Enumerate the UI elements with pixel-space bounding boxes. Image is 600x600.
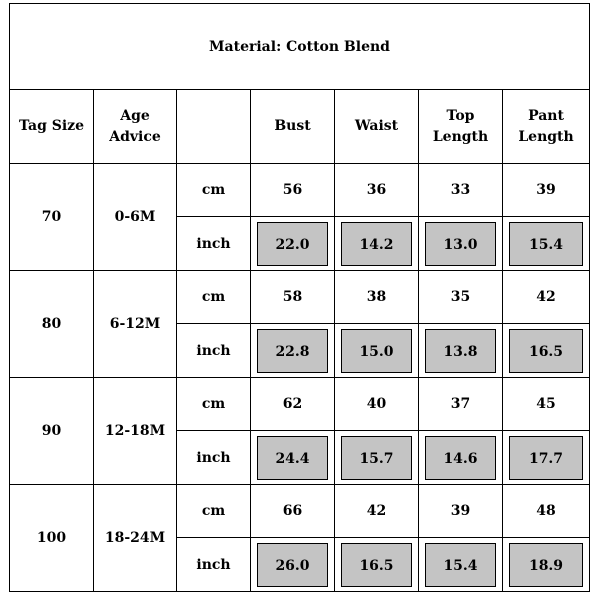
pant-length-inch-value: 17.7 — [509, 436, 583, 480]
age-advice-cell: 6-12M — [94, 271, 177, 378]
waist-inch-value: 16.5 — [341, 543, 412, 587]
waist-inch-value: 14.2 — [341, 222, 412, 266]
unit-inch-label: inch — [177, 324, 251, 378]
bust-inch-value: 22.8 — [257, 329, 328, 373]
bust-inch-cell — [251, 324, 335, 378]
waist-inch-cell — [335, 538, 419, 592]
pant-length-inch-cell — [503, 324, 590, 378]
header-waist: Waist — [335, 90, 419, 164]
top-length-inch-cell — [419, 217, 503, 271]
pant-length-inch-cell — [503, 431, 590, 485]
age-advice-cell: 0-6M — [94, 164, 177, 271]
top-length-cm-cell: 35 — [419, 271, 503, 324]
pant-length-cm-cell: 48 — [503, 485, 590, 538]
size-table — [9, 3, 590, 592]
header-pant-length: Pant Length — [503, 90, 590, 164]
size-row-cm — [10, 271, 590, 324]
pant-length-cm-cell: 45 — [503, 378, 590, 431]
top-length-inch-value: 13.0 — [425, 222, 496, 266]
unit-inch-label: inch — [177, 538, 251, 592]
waist-cm-cell: 36 — [335, 164, 419, 217]
pant-length-inch-value: 18.9 — [509, 543, 583, 587]
size-row-cm — [10, 164, 590, 217]
unit-cm-label: cm — [177, 378, 251, 431]
age-advice-cell: 18-24M — [94, 485, 177, 592]
bust-inch-cell — [251, 431, 335, 485]
size-chart — [9, 3, 589, 596]
top-length-cm-cell: 33 — [419, 164, 503, 217]
unit-inch-label: inch — [177, 217, 251, 271]
header-age-advice: Age Advice — [94, 90, 177, 164]
waist-inch-cell — [335, 431, 419, 485]
waist-inch-cell — [335, 217, 419, 271]
waist-cm-cell: 38 — [335, 271, 419, 324]
bust-cm-cell: 56 — [251, 164, 335, 217]
age-advice-cell: 12-18M — [94, 378, 177, 485]
unit-cm-label: cm — [177, 164, 251, 217]
waist-inch-value: 15.7 — [341, 436, 412, 480]
header-bust: Bust — [251, 90, 335, 164]
pant-length-cm-cell: 39 — [503, 164, 590, 217]
bust-inch-cell — [251, 217, 335, 271]
bust-cm-cell: 58 — [251, 271, 335, 324]
unit-cm-label: cm — [177, 271, 251, 324]
size-row-cm — [10, 378, 590, 431]
top-length-inch-cell — [419, 324, 503, 378]
pant-length-cm-cell: 42 — [503, 271, 590, 324]
pant-length-inch-cell — [503, 217, 590, 271]
pant-length-inch-value: 15.4 — [509, 222, 583, 266]
tag-size-cell: 80 — [10, 271, 94, 378]
bust-inch-value: 22.0 — [257, 222, 328, 266]
waist-inch-cell — [335, 324, 419, 378]
top-length-inch-value: 14.6 — [425, 436, 496, 480]
pant-length-inch-value: 16.5 — [509, 329, 583, 373]
bust-cm-cell: 62 — [251, 378, 335, 431]
bust-inch-value: 26.0 — [257, 543, 328, 587]
tag-size-cell: 90 — [10, 378, 94, 485]
waist-inch-value: 15.0 — [341, 329, 412, 373]
pant-length-inch-cell — [503, 538, 590, 592]
tag-size-cell: 70 — [10, 164, 94, 271]
tag-size-cell: 100 — [10, 485, 94, 592]
unit-inch-label: inch — [177, 431, 251, 485]
header-top-length: Top Length — [419, 90, 503, 164]
top-length-cm-cell: 37 — [419, 378, 503, 431]
waist-cm-cell: 42 — [335, 485, 419, 538]
waist-cm-cell: 40 — [335, 378, 419, 431]
top-length-inch-value: 15.4 — [425, 543, 496, 587]
header-unit — [177, 90, 251, 164]
size-row-cm — [10, 485, 590, 538]
top-length-inch-value: 13.8 — [425, 329, 496, 373]
bust-inch-cell — [251, 538, 335, 592]
unit-cm-label: cm — [177, 485, 251, 538]
top-length-inch-cell — [419, 538, 503, 592]
top-length-cm-cell: 39 — [419, 485, 503, 538]
top-length-inch-cell — [419, 431, 503, 485]
bust-inch-value: 24.4 — [257, 436, 328, 480]
bust-cm-cell: 66 — [251, 485, 335, 538]
header-row — [10, 90, 590, 164]
header-tag-size: Tag Size — [10, 90, 94, 164]
chart-title: Material: Cotton Blend — [10, 4, 590, 90]
